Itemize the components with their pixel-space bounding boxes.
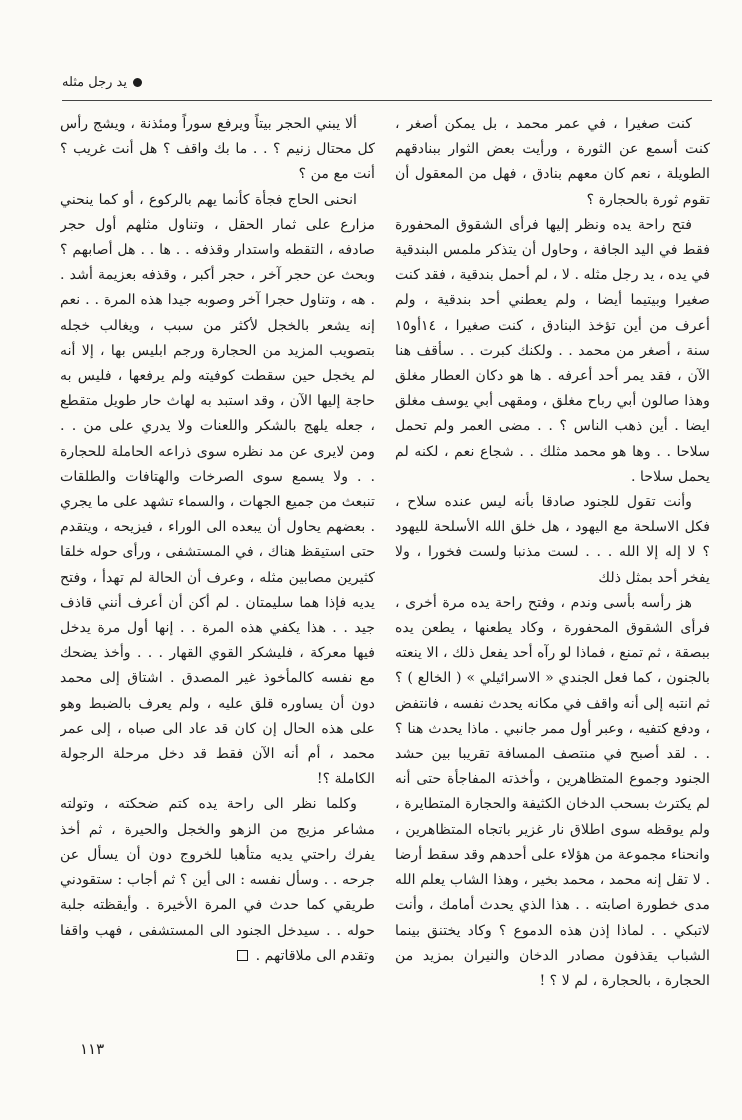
paragraph: انحنى الحاج فجأة كأنما يهم بالركوع ، أو كما ينحني مزارع على ثمار الحقل ، وتناول مثلهم أول حجر صادفه ، التقطه واستدار وقذفه . . ها . . هل أصابهم ؟ وبحث عن حجر آخر ، حجر أكبر ، وقذفه بعزيمة أشد . . هه ، وتناول حجرا آخر وصوبه جيدا هذه المرة . . نعم إنه يشعر بالخجل لأكثر من سبب ، ويغالب خجله بتصويب المزيد من الحجارة ورجم ابليس بها ، إلا أنه لم يخجل حين سقطت كوفيته ولم يرفعها ، فليس به حاجة إليها الآن ، وقد استبد به لهاث حار طويل متقطع ، جعله يلهج بالشكر واللعنات ولا يدري على من . . ومن لايرى عن مد نظره سوى ذراعه الحاملة للحجارة . . ولا يسمع سوى الصرخات والهتافات والطلقات تنبعث من جميع الجهات ، والسماء تشهد على ما يجري . بعضهم يحاول أن يبعده الى الوراء ، فيزيحه ، ويتقدم حتى استيقظ هناك ، في المستشفى ، ورأى حوله خلقا كثيرين مصابين مثله ، وعرف أن الحالة لم تهدأ ، وفتح يديه فإذا هما سليمتان . لم أكن أن أعرف أنني قاذف جيد . . هذا يكفي هذه المرة . . إنها أول مرة يدخل فيها معركة ، فليشكر القوي القهار . . . وأخذ يضحك مع نفسه كالمأخوذ غير المصدق . اشتاق إلى محمد دون أن يساوره قلق عليه ، ولم يعرف بالضبط وهو على هذه الحال إن كان قد عاد الى صباه ، إلى عمر محمد ، أم أنه الآن فقط قد دخل مرحلة الرجولة الكاملة ؟! [60,191,375,788]
paragraph: كنت صغيرا ، في عمر محمد ، بل يمكن أصغر ، كنت أسمع عن الثورة ، ورأيت بعض الثوار ببنادقهم الطويلة ، نعم كان معهم بنادق ، فهل من المعقول أن تقوم ثورة بالحجارة ؟ [395,116,710,208]
paragraph: ألا يبني الحجر بيتاً ويرفع سوراً ومئذنة ، ويشج رأس كل محتال زنيم ؟ . . ما بك واقف ؟ هل أنت غريب ؟ أنت مع من ؟ [60,116,375,183]
bullet-icon [133,78,142,87]
end-mark-icon [237,950,248,961]
text-column-right [395,112,710,1032]
running-header [32,72,142,92]
paragraph-last [60,792,375,968]
paragraph: وأنت تقول للجنود صادقا بأنه ليس عنده سلاح ، فكل الاسلحة مع اليهود ، هل خلق الله الأسلحة لليهود ؟ لا إله إلا الله . . . لست مذنبا ولست فخورا ، ولا يفخر أحد بمثل ذلك [395,494,710,586]
header-rule [62,100,712,101]
page-number: ١١٣ [80,1040,105,1058]
paragraph: فتح راحة يده ونظر إليها فرأى الشقوق المحفورة فقط في اليد الجافة ، وحاول أن يتذكر ملمس البندقية في يده ، يد رجل مثله . لا ، لم أحمل بندقية ، فقد كنت صغيرا وبيتيما أيضا ، ولم يعطني أحد بندقية ، ولم أعرف من أين تؤخذ البنادق ، كنت صغيرا ، ١٤أو١٥ سنة ، أصغر من محمد . . ولكنك كبرت . . سأقف هنا الآن ، فقد يمر أحد أعرفه . ها هو دكان العطار مغلق وهذا صالون أبي رباح مغلق ، ومقهى أبي يوسف مغلق ايضا . أين ذهب الناس ؟ . . مضى العمر ولم تحمل سلاحا . . وها هو محمد مثلك . . شجاع نعم ، لكنه لم يحمل سلاحا . [395,216,710,485]
paragraph: هز رأسه بأسى وندم ، وفتح راحة يده مرة أخرى ، فرأى الشقوق المحفورة ، وكاد يطعنها ، يطعن يده ببصقة ، ثم تمنع ، فماذا لو رآه أحد يفعل ذلك ، الا ينعته بالجنون ، كما فعل الجندي « الاسرائيلي » ( الخالع ) ؟ ثم انتبه إلى أنه واقف في مكانه يحدث نفسه ، فانتفض ، ودفع كتفيه ، وعبر أول ممر جانبي . ماذا يحدث هنا ؟ . . لقد أصبح في منتصف المسافة تقريبا بين حشد الجنود وجموع المتظاهرين ، وأخذته المفاجأة حتى أنه لم يكترث بسحب الدخان الكثيفة والحجارة المتطايرة ، ولم يوقظه سوى اطلاق نار غزير باتجاه المتظاهرين ، وانحناء مجموعة من هؤلاء على أحدهم وقد سقط أرضا . لا تقل إنه محمد ، محمد بخير ، وهذا الشاب يعلم الله مدى خطورة اصابته . . هذا الذي يحدث أمامك ، وأنت لاتبكي . . لماذا إذن هذه الدموع ؟ وكاد يختنق بينما الشباب يقذفون مصادر الدخان والنيران بمزيد من الحجارة ، بالحجارة ، لم لا ؟ ! [395,594,710,989]
running-title: يد رجل مثله [61,74,127,90]
text-column-left [60,112,375,1032]
paragraph-text: وكلما نظر الى راحة يده كتم ضحكته ، وتولته مشاعر مزيج من الزهو والخجل والحيرة ، ثم أخذ يفرك راحتي يديه متأهبا للخروج دون أن يسأل عن جرحه . . وسأل نفسه : الى أين ؟ ثم أجاب : ستقودني طريقي كما حدث في المرة الأخيرة . وأيقظته جلبة حوله . . سيدخل الجنود الى المستشفى ، فهب واقفا وتقدم الى ملاقاتهم . [60,796,375,964]
